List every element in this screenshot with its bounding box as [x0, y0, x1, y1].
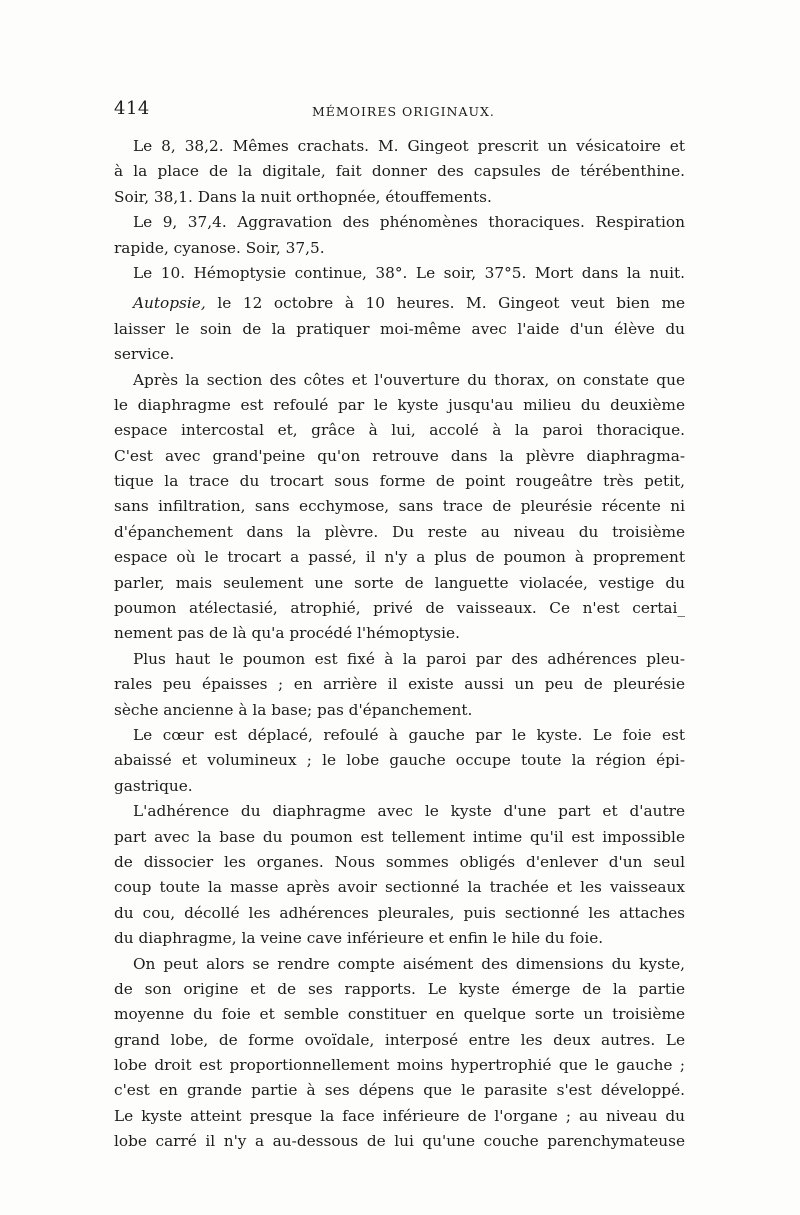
paragraph-adherence — [114, 799, 685, 951]
text-line: tique la trace du trocart sous forme de point rougeâtre très petit, — [114, 472, 685, 491]
text-line: du diaphragme, la veine cave inférieure et enfin le hile du foie. — [114, 929, 604, 948]
text-line: lobe carré il n'y a au-dessous de lui qu'une couche parenchymateuse — [114, 1132, 685, 1151]
text-line: Le 9, 37,4. Aggravation des phénomènes thoraciques. Respiration — [133, 213, 685, 232]
text-line: à la place de la digitale, fait donner des capsules de térébenthine. — [114, 162, 685, 181]
text-line: abaissé et volumineux ; le lobe gauche occupe toute la région épi- — [114, 751, 685, 770]
paragraph-autopsie — [114, 291, 685, 367]
text-line: du cou, décollé les adhérences pleurales, puis sectionné les attaches — [114, 903, 685, 922]
text-line: On peut alors se rendre compte aisément des dimensions du kyste, — [133, 954, 685, 973]
text-line: C'est avec grand'peine qu'on retrouve dans la plèvre diaphragma- — [114, 446, 685, 465]
text-line: L'adhérence du diaphragme avec le kyste d'une part et d'autre — [133, 802, 685, 821]
text-line: Le 10. Hémoptysie continue, 38°. Le soir, 37°5. Mort dans la nuit. — [133, 263, 685, 282]
text-line: gastrique. — [114, 776, 193, 795]
text-line: rales peu épaisses ; en arrière il existe aussi un peu de pleurésie — [114, 675, 685, 694]
paragraph-thorax — [114, 368, 685, 647]
text-line: coup toute la masse après avoir sectionné la trachée et les vaisseaux — [114, 878, 685, 897]
text-line: rapide, cyanose. Soir, 37,5. — [114, 238, 325, 257]
paragraph-kyste — [114, 952, 685, 1155]
text-line: c'est en grande partie à ses dépens que le parasite s'est développé. — [114, 1081, 685, 1100]
text-line: Le kyste atteint presque la face inférieure de l'organe ; au niveau du — [114, 1106, 685, 1125]
text-line: de son origine et de ses rapports. Le kyste émerge de la partie — [114, 979, 685, 998]
text-line: Soir, 38,1. Dans la nuit orthopnée, étouffements. — [114, 187, 492, 206]
text-fragment: le 12 octobre à 10 heures. M. Gingeot veut bien me — [205, 294, 685, 313]
text-line: part avec la base du poumon est tellement intime qu'il est impossible — [114, 827, 685, 846]
paragraph-poumon — [114, 647, 685, 723]
text-line: espace où le trocart a passé, il n'y a plus de poumon à proprement — [114, 548, 685, 567]
text-line: lobe droit est proportionnellement moins hypertrophié que le gauche ; — [114, 1056, 685, 1075]
text-line: nement pas de là qu'a procédé l'hémoptysie. — [114, 624, 460, 643]
text-line: sèche ancienne à la base; pas d'épanchement. — [114, 700, 473, 719]
text-line: service. — [114, 345, 175, 364]
text-line: de dissocier les organes. Nous sommes obligés d'enlever d'un seul — [114, 852, 685, 871]
text-line: Plus haut le poumon est fixé à la paroi par des adhérences pleu- — [133, 649, 685, 668]
text-line: espace intercostal et, grâce à lui, accolé à la paroi thoracique. — [114, 421, 685, 440]
paragraph-le-9 — [114, 210, 685, 261]
text-line: Le 8, 38,2. Mêmes crachats. M. Gingeot prescrit un vésicatoire et — [133, 137, 685, 155]
running-head: MÉMOIRES ORIGINAUX. — [312, 104, 495, 119]
text-line: moyenne du foie et semble constituer en quelque sorte un troisième — [114, 1005, 685, 1024]
text-line: parler, mais seulement une sorte de languette violacée, vestige du — [114, 573, 685, 592]
text-line: Après la section des côtes et l'ouverture du thorax, on constate que — [133, 370, 685, 389]
text-line: laisser le soin de la pratiquer moi-même avec l'aide d'un élève du — [114, 319, 685, 338]
paragraph-le-8 — [114, 134, 685, 210]
autopsie-lead: Autopsie, — [133, 294, 206, 313]
text-line: le diaphragme est refoulé par le kyste jusqu'au milieu du deuxième — [114, 395, 685, 414]
paragraph-le-10 — [114, 261, 685, 286]
page-number: 414 — [114, 98, 150, 119]
text-line: grand lobe, de forme ovoïdale, interposé entre les deux autres. Le — [114, 1030, 685, 1049]
text-line: sans infiltration, sans ecchymose, sans trace de pleurésie récente ni — [114, 497, 685, 516]
text-line — [114, 291, 685, 316]
body-text — [114, 134, 685, 1155]
text-line: Le cœur est déplacé, refoulé à gauche par le kyste. Le foie est — [133, 725, 685, 744]
paragraph-coeur — [114, 723, 685, 799]
text-line: poumon atélectasié, atrophié, privé de vaisseaux. Ce n'est certai_ — [114, 599, 685, 618]
text-line: d'épanchement dans la plèvre. Du reste au niveau du troisième — [114, 522, 685, 541]
page-header — [114, 98, 686, 124]
